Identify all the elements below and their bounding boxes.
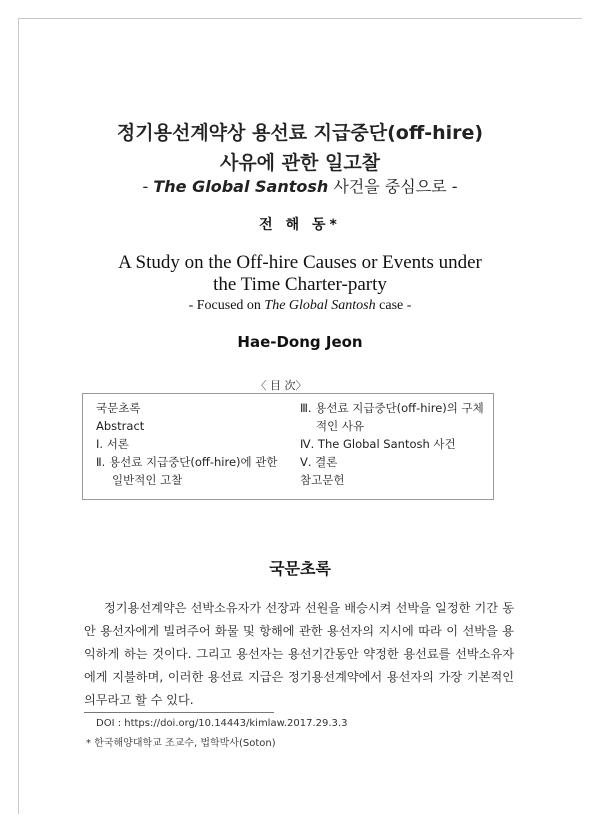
- title-en-line1: A Study on the Off-hire Causes or Events under: [118, 252, 482, 273]
- toc-left-column: [96, 399, 278, 489]
- toc-item[interactable]: Abstract: [96, 419, 145, 433]
- toc-item[interactable]: 참고문헌: [300, 473, 345, 487]
- author-en: Hae-Dong Jeon: [237, 333, 363, 351]
- toc-item[interactable]: Ⅱ. 용선료 지급중단(off-hire)에 관한: [96, 455, 278, 469]
- subtitle-kr-suffix: 사건을 중심으로 -: [328, 177, 458, 196]
- toc-heading: 〈 目 次〉: [236, 377, 326, 393]
- subtitle-en-case: The Global Santosh: [264, 298, 376, 313]
- subtitle-kr: [0, 174, 600, 197]
- abstract-heading: 국문초록: [269, 559, 331, 578]
- author-footnote: * 한국해양대학교 조교수, 법학박사(Soton): [86, 738, 276, 749]
- title-kr-line2: 사유에 관한 일고찰: [219, 152, 381, 174]
- footnote-divider: [84, 712, 274, 713]
- toc-item[interactable]: 국문초록: [96, 401, 141, 415]
- toc-right-column: [300, 399, 484, 489]
- toc-item[interactable]: Ⅰ. 서론: [96, 437, 129, 451]
- subtitle-kr-prefix: -: [142, 177, 154, 196]
- toc-item[interactable]: 적인 사유: [316, 419, 365, 433]
- subtitle-en-suffix: case -: [375, 298, 412, 313]
- title-en-line2: the Time Charter-party: [213, 274, 387, 295]
- subtitle-kr-case: The Global Santosh: [153, 177, 329, 196]
- author-kr: 전 해 동*: [259, 217, 341, 233]
- abstract-paragraph: 정기용선계약은 선박소유자가 선장과 선원을 배승시켜 선박을 일정한 기간 동안 용선자에게 빌려주어 화물 및 항해에 관한 용선자의 지시에 따라 이 선박을 용익하게 하는 것이다. 그리고 용선자는 용선기간동안 약정한 용선료를 선박소유자에게 지불하며, 이러한 용선료 지급은 정기용선계약에서 용선자의 가장 기본적인 의무라고 할 수 있다.: [84, 601, 514, 707]
- title-kr-line1: 정기용선계약상 용선료 지급중단(off-hire): [116, 122, 484, 144]
- doi-footnote[interactable]: DOI : https://doi.org/10.14443/kimlaw.2017.29.3.3: [96, 718, 348, 729]
- abstract-body: [84, 597, 514, 712]
- toc-item[interactable]: 일반적인 고찰: [112, 473, 183, 487]
- toc-item[interactable]: Ⅲ. 용선료 지급중단(off-hire)의 구체: [300, 401, 484, 415]
- toc-item[interactable]: Ⅳ. The Global Santosh 사건: [300, 437, 456, 451]
- subtitle-en-prefix: - Focused on: [188, 298, 265, 313]
- toc-item[interactable]: Ⅴ. 결론: [300, 455, 338, 469]
- subtitle-en: [0, 298, 600, 314]
